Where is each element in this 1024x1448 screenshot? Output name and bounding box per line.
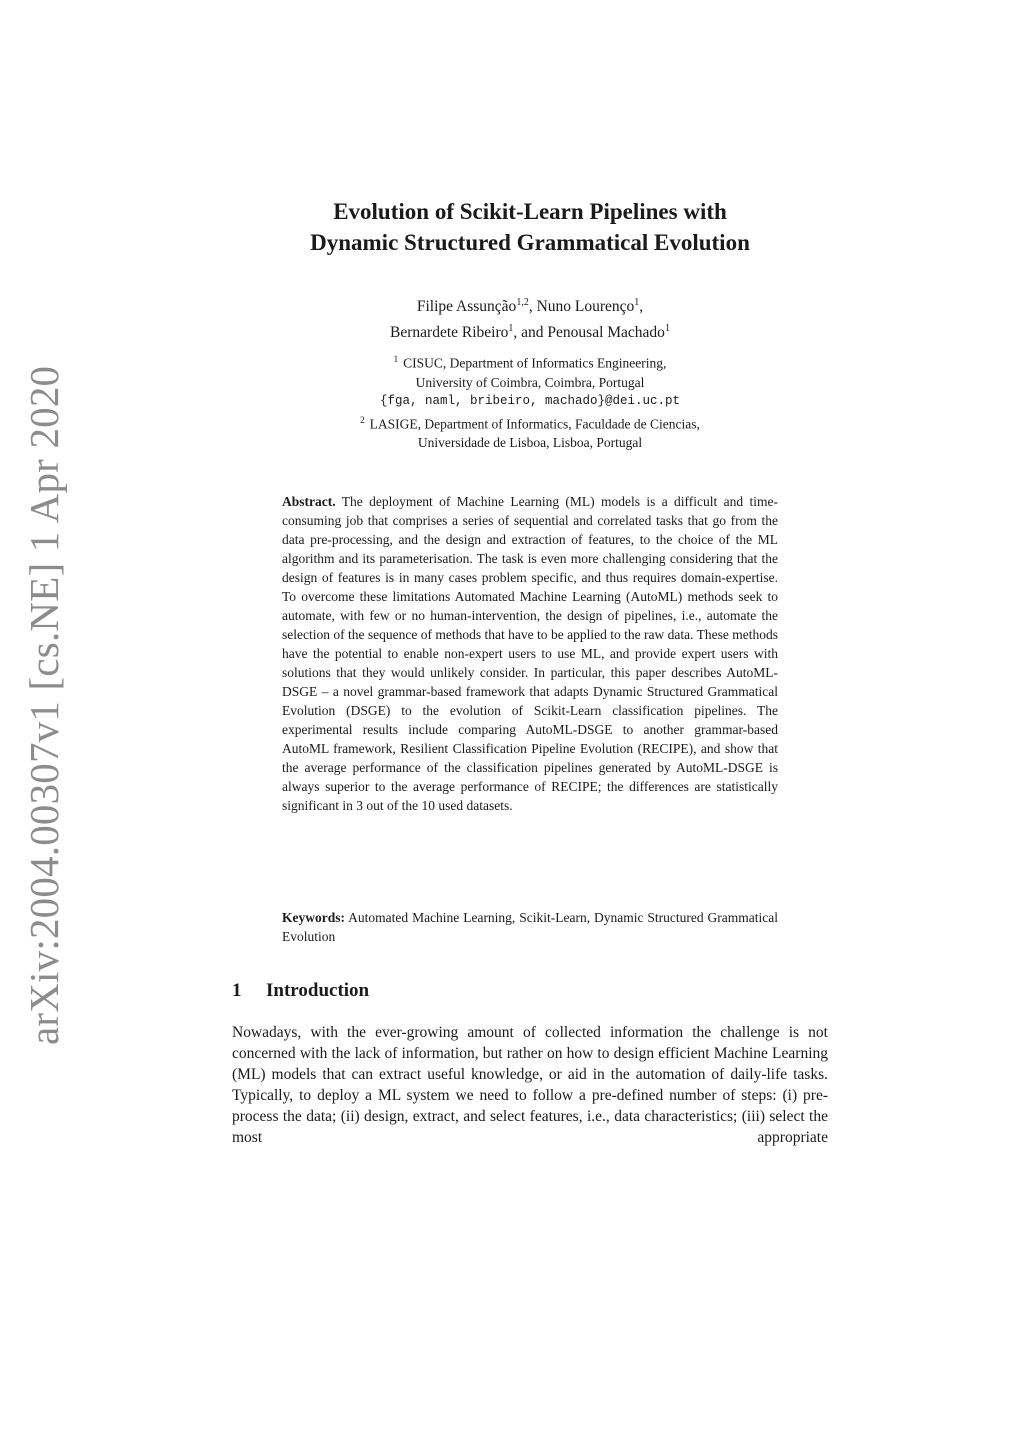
author-affil-mark: 1,2 — [516, 297, 529, 308]
keywords-label: Keywords: — [282, 910, 345, 925]
abstract-text: The deployment of Machine Learning (ML) models is a difficult and time-consuming job that comprises a series of sequential and correlated tasks that go from the data pre-processing, and the design and extraction of features, to the choice of the ML algorithm and its parameterisation. The task is even more challenging considering that the design of features is in many cases problem specific, and thus requires domain-expertise. To overcome these limitations Automated Machine Learning (AutoML) methods seek to automate, with few or no human-intervention, the design of pipelines, i.e., automate the selection of the sequence of methods that have to be applied to the raw data. These methods have the potential to enable non-expert users to use ML, and provide expert users with solutions that they would unlikely consider. In particular, this paper describes AutoML-DSGE – a novel grammar-based framework that adapts Dynamic Structured Grammatical Evolution (DSGE) to the evolution of Scikit-Learn classification pipelines. The experimental results include comparing AutoML-DSGE to another grammar-based AutoML framework, Resilient Classification Pipeline Evolution (RECIPE), and show that the average performance of the classification pipelines generated by AutoML-DSGE is always superior to the average performance of RECIPE; the differences are statistically significant in 3 out of the 10 used datasets. — [282, 494, 778, 813]
author-affil-mark: 1 — [634, 297, 640, 308]
keywords-text: Automated Machine Learning, Scikit-Learn, Dynamic Structured Grammatical Evolution — [282, 910, 778, 944]
author-affil-mark: 1 — [664, 323, 670, 335]
section-number: 1 — [232, 980, 242, 1001]
abstract-label: Abstract. — [282, 494, 336, 509]
author-line-1 — [232, 292, 828, 318]
author-affil-mark: 1 — [508, 323, 514, 335]
section-heading — [232, 980, 369, 1002]
title-line-1: Evolution of Scikit-Learn Pipelines with — [333, 199, 727, 224]
author-emails: {fga, naml, bribeiro, machado}@dei.uc.pt — [379, 393, 681, 408]
affiliation-text: CISUC, Department of Informatics Engineering, — [403, 355, 667, 371]
affiliation-mark: 1 — [393, 354, 399, 364]
author-list — [232, 292, 828, 344]
author-separator: , — [528, 298, 537, 316]
title-line-2: Dynamic Structured Grammatical Evolution — [310, 230, 750, 255]
author-line-2 — [232, 318, 828, 344]
affiliation-1-line-2: University of Coimbra, Coimbra, Portugal — [415, 374, 645, 390]
affiliation-2-line-2: Universidade de Lisboa, Lisboa, Portugal — [417, 435, 643, 450]
section-title: Introduction — [266, 980, 370, 1001]
paper-title — [232, 196, 828, 258]
author-separator: , and — [513, 324, 548, 342]
abstract — [282, 492, 778, 815]
keywords — [282, 908, 778, 946]
author-name: Nuno Lourenço — [536, 298, 635, 316]
affiliation-1 — [232, 350, 828, 373]
author-separator: , — [639, 298, 644, 316]
author-name: Penousal Machado — [547, 324, 665, 342]
affiliation-text: LASIGE, Department of Informatics, Faculdade de Ciencias, — [369, 416, 700, 431]
introduction-paragraph: Nowadays, with the ever-growing amount of collected information the challenge is not concerned with the lack of information, but rather on how to design efficient Machine Learning (ML) models that can extract useful knowledge, or aid in the automation of daily-life tasks. Typically, to deploy a ML system we need to follow a pre-defined number of steps: (i) pre-process the data; (ii) design, extract, and select features, i.e., data characteristics; (iii) select the most appropriate — [232, 1024, 828, 1146]
author-name: Filipe Assunção — [416, 298, 517, 316]
arxiv-identifier[interactable]: arXiv:2004.00307v1 [cs.NE] 1 Apr 2020 — [21, 365, 67, 1045]
affiliation-mark: 2 — [360, 414, 365, 425]
author-name: Bernardete Ribeiro — [390, 324, 509, 342]
affiliation-2 — [232, 411, 828, 434]
affiliations — [232, 350, 828, 452]
